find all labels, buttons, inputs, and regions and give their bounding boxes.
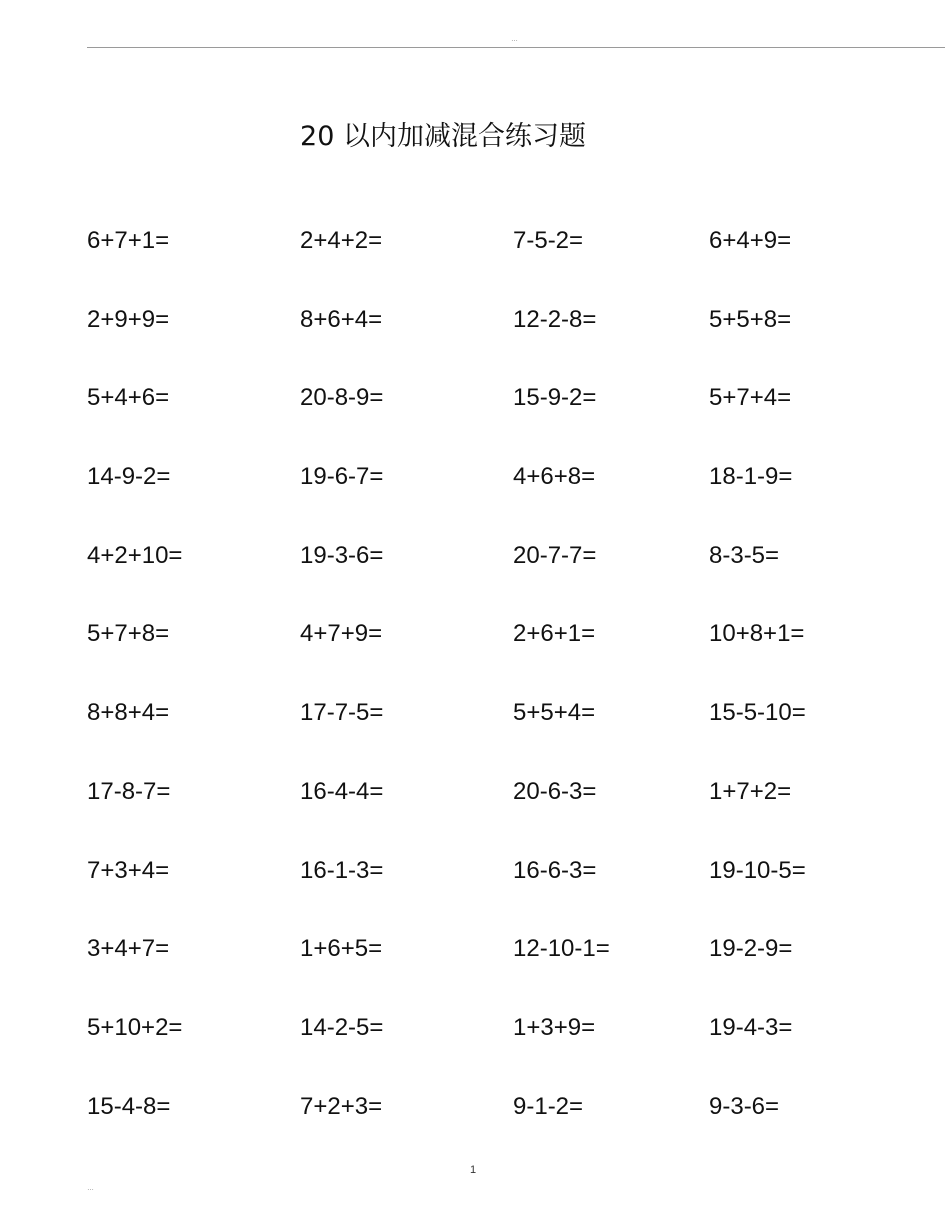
- math-problem: 14-2-5=: [300, 1013, 384, 1041]
- math-problem: 12-2-8=: [513, 305, 597, 333]
- math-problem: 15-4-8=: [87, 1092, 171, 1120]
- math-problem: 16-6-3=: [513, 856, 597, 884]
- problem-row: [87, 619, 917, 698]
- math-problem: 2+6+1=: [513, 620, 596, 648]
- problem-grid: [87, 226, 917, 1170]
- math-problem: 5+5+4=: [513, 699, 596, 727]
- math-problem: 19-2-9=: [709, 935, 793, 963]
- problem-row: [87, 934, 917, 1013]
- page-title: 20 以内加减混合练习题: [300, 121, 586, 152]
- problem-row: [87, 698, 917, 777]
- math-problem: 10+8+1=: [709, 620, 805, 648]
- math-problem: 1+7+2=: [709, 777, 792, 805]
- math-problem: 9-1-2=: [513, 1092, 584, 1120]
- math-problem: 18-1-9=: [709, 463, 793, 491]
- math-problem: 1+6+5=: [300, 935, 383, 963]
- math-problem: 7+3+4=: [87, 856, 170, 884]
- math-problem: 2+9+9=: [87, 305, 170, 333]
- math-problem: 4+2+10=: [87, 541, 183, 569]
- math-problem: 5+7+4=: [709, 384, 792, 412]
- header-marker: …: [511, 36, 518, 43]
- math-problem: 17-7-5=: [300, 699, 384, 727]
- math-problem: 5+5+8=: [709, 305, 792, 333]
- math-problem: 2+4+2=: [300, 227, 383, 254]
- math-problem: 8-3-5=: [709, 541, 780, 569]
- math-problem: 16-1-3=: [300, 856, 384, 884]
- math-problem: 17-8-7=: [87, 777, 171, 805]
- problem-row: [87, 1013, 917, 1092]
- math-problem: 15-9-2=: [513, 384, 597, 412]
- math-problem: 9-3-6=: [709, 1092, 780, 1120]
- math-problem: 4+7+9=: [300, 620, 383, 648]
- problem-row: [87, 462, 917, 541]
- math-problem: 15-5-10=: [709, 699, 806, 727]
- problem-row: [87, 856, 917, 935]
- math-problem: 20-6-3=: [513, 777, 597, 805]
- math-problem: 19-6-7=: [300, 463, 384, 491]
- math-problem: 19-4-3=: [709, 1013, 793, 1041]
- problem-row: [87, 226, 917, 305]
- problem-row: [87, 777, 917, 856]
- problem-row: [87, 383, 917, 462]
- math-problem: 16-4-4=: [300, 777, 384, 805]
- math-problem: 4+6+8=: [513, 463, 596, 491]
- header-rule: [87, 47, 945, 48]
- math-problem: 8+8+4=: [87, 699, 170, 727]
- math-problem: 3+4+7=: [87, 935, 170, 963]
- math-problem: 20-7-7=: [513, 541, 597, 569]
- page-number: 1: [469, 1164, 477, 1176]
- math-problem: 1+3+9=: [513, 1013, 596, 1041]
- math-problem: 5+7+8=: [87, 620, 170, 648]
- math-problem: 8+6+4=: [300, 305, 383, 333]
- math-problem: 19-10-5=: [709, 856, 806, 884]
- math-problem: 7+2+3=: [300, 1092, 383, 1120]
- math-problem: 12-10-1=: [513, 935, 610, 963]
- math-problem: 14-9-2=: [87, 463, 171, 491]
- math-problem: 7-5-2=: [513, 227, 584, 254]
- math-problem: 20-8-9=: [300, 384, 384, 412]
- math-problem: 6+4+9=: [709, 227, 792, 254]
- problem-row: [87, 1092, 917, 1171]
- problem-row: [87, 541, 917, 620]
- footer-marker: …: [87, 1185, 94, 1192]
- problem-row: [87, 305, 917, 384]
- math-problem: 19-3-6=: [300, 541, 384, 569]
- math-problem: 5+4+6=: [87, 384, 170, 412]
- math-problem: 6+7+1=: [87, 227, 170, 254]
- math-problem: 5+10+2=: [87, 1013, 183, 1041]
